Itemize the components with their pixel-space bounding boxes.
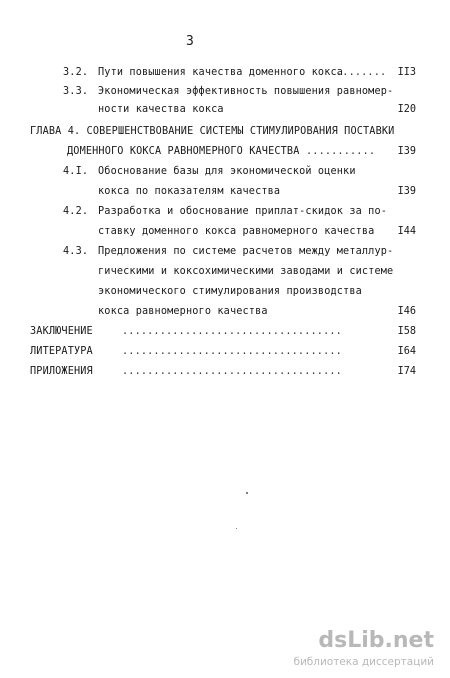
- toc-entry-title-cont: кокса равномерного качества: [98, 306, 268, 317]
- toc-section-number: 3.3.: [63, 86, 89, 97]
- toc-section-number: 4.3.: [63, 246, 89, 257]
- toc-page-number: I58: [397, 326, 416, 337]
- toc-section-number: 4.I.: [63, 166, 89, 177]
- toc-section-number: 3.2.: [63, 67, 89, 78]
- toc-entry-title: Пути повышения качества доменного кокса: [98, 67, 344, 78]
- toc-page-number: I74: [397, 366, 416, 377]
- toc-leader-dots: ...................................: [122, 326, 342, 337]
- toc-entry-title: Разработка и обоснование приплат-скидок за по-: [98, 206, 388, 217]
- toc-entry-title-cont: гическими и коксохимическими заводами и системе: [98, 266, 394, 277]
- toc-leader-dots: ...........: [306, 146, 376, 157]
- toc-entry-title-cont: кокса по показателям качества: [98, 186, 281, 197]
- toc-chapter-title: ГЛАВА 4. СОВЕРШЕНСТВОВАНИЕ СИСТЕМЫ СТИМУЛИРОВАНИЯ ПОСТАВКИ: [30, 126, 395, 137]
- watermark-logo: dsLib.net: [318, 628, 434, 653]
- toc-section-number: 4.2.: [63, 206, 89, 217]
- watermark: [293, 628, 448, 674]
- toc-entry-title-cont: ности качества кокса: [98, 104, 224, 115]
- toc-leader-dots: ........: [336, 67, 387, 78]
- toc-appendices-title: ПРИЛОЖЕНИЯ: [30, 366, 93, 377]
- toc-entry-title-cont: экономического стимулирования производства: [98, 286, 362, 297]
- toc-page-number: I20: [397, 104, 416, 115]
- scan-speck: [236, 528, 237, 529]
- toc-chapter-title-cont: ДОМЕННОГО КОКСА РАВНОМЕРНОГО КАЧЕСТВА: [67, 146, 300, 157]
- toc-conclusion-title: ЗАКЛЮЧЕНИЕ: [30, 326, 93, 337]
- toc-page-number: I64: [397, 346, 416, 357]
- toc-leader-dots: ...................................: [122, 366, 342, 377]
- toc-entry-title: Обоснование базы для экономической оценки: [98, 166, 356, 177]
- toc-page-number: I39: [397, 146, 416, 157]
- toc-page-number: II3: [397, 67, 416, 78]
- toc-leader-dots: ...................................: [122, 346, 342, 357]
- toc-entry-title-cont: ставку доменного кокса равномерного качества: [98, 226, 375, 237]
- watermark-subtitle: библиотека диссертаций: [293, 656, 434, 668]
- toc-page-number: I44: [397, 226, 416, 237]
- toc-entry-title: Предложения по системе расчетов между металлур-: [98, 246, 394, 257]
- page-number: 3: [186, 34, 194, 49]
- toc-entry-title: Экономическая эффективность повышения равномер-: [98, 86, 394, 97]
- toc-literature-title: ЛИТЕРАТУРА: [30, 346, 93, 357]
- toc-page-number: I46: [397, 306, 416, 317]
- scan-speck: [246, 492, 248, 494]
- toc-page-number: I39: [397, 186, 416, 197]
